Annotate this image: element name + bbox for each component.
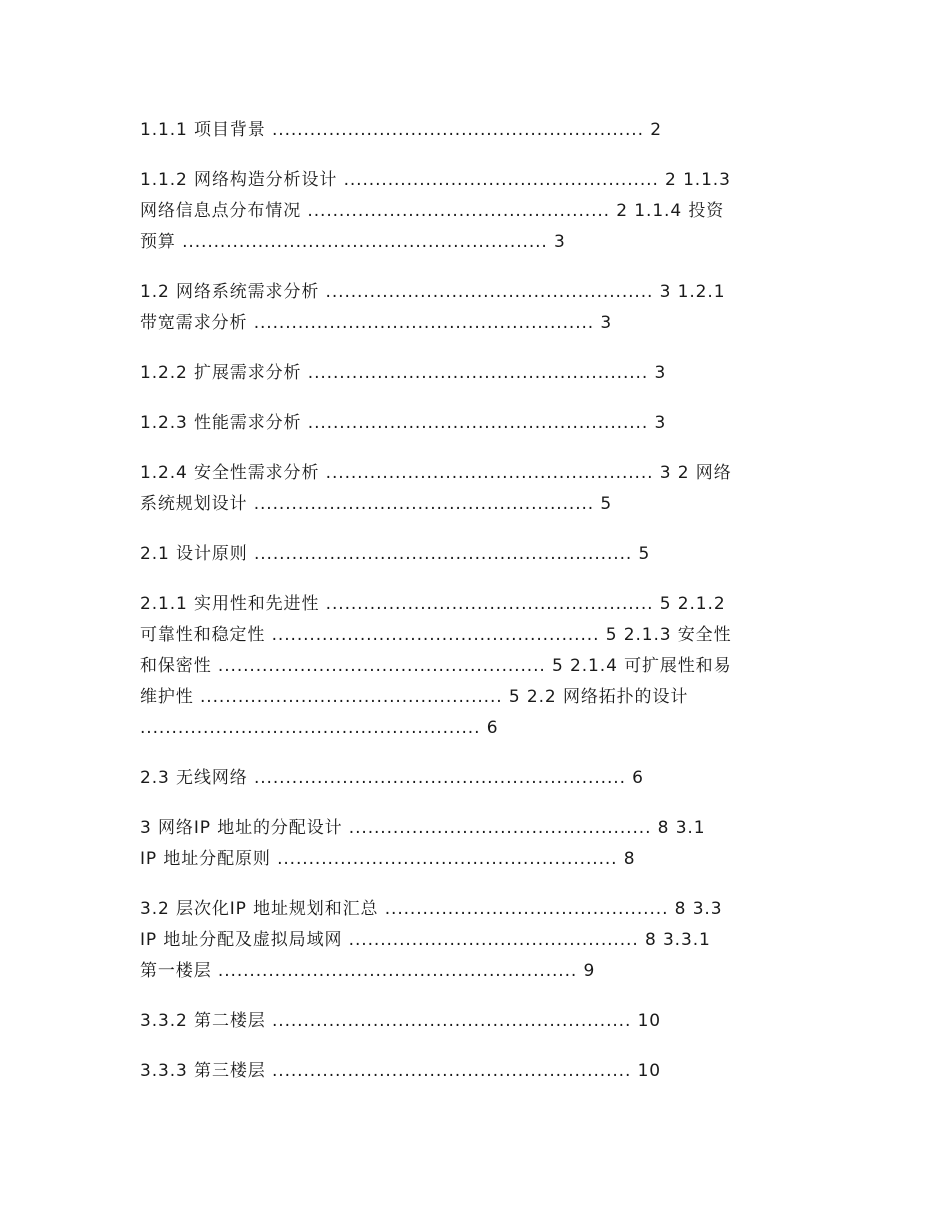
toc-entry[interactable] xyxy=(140,539,810,570)
toc-line: IP 地址分配原则 ...................................................... 8 xyxy=(140,849,636,869)
toc-line: 维护性 ................................................ 5 2.2 网络拓扑的设计 xyxy=(140,687,689,707)
toc-entry[interactable] xyxy=(140,115,810,146)
toc-entry[interactable] xyxy=(140,358,810,389)
toc-line: 系统规划设计 ...................................................... 5 xyxy=(140,494,613,514)
toc-line: ...................................................... 6 xyxy=(140,718,499,738)
toc-line: 可靠性和稳定性 .................................................... 5 2.1.3 安全性 xyxy=(140,625,732,645)
toc-line: 2.1.1 实用性和先进性 .................................................... 5 2.1.2 xyxy=(140,594,726,614)
toc-entry[interactable] xyxy=(140,458,810,520)
toc-entry[interactable] xyxy=(140,589,810,744)
toc-entry[interactable] xyxy=(140,1006,810,1037)
toc-line: 1.1.2 网络构造分析设计 .................................................. 2 1.1.3 xyxy=(140,170,731,190)
toc-line: 3 网络IP 地址的分配设计 ................................................ 8 3.1 xyxy=(140,818,706,838)
toc-entry[interactable] xyxy=(140,165,810,258)
toc-line: 2.3 无线网络 ........................................................... 6 xyxy=(140,768,644,788)
toc-entry[interactable] xyxy=(140,813,810,875)
toc-line: 1.1.1 项目背景 ........................................................... 2 xyxy=(140,120,662,140)
toc-entry[interactable] xyxy=(140,763,810,794)
toc-entry[interactable] xyxy=(140,277,810,339)
table-of-contents xyxy=(140,115,810,1106)
toc-entry[interactable] xyxy=(140,894,810,987)
toc-line: 3.2 层次化IP 地址规划和汇总 ............................................. 8 3.3 xyxy=(140,899,723,919)
toc-line: 预算 .......................................................... 3 xyxy=(140,232,566,252)
toc-line: 网络信息点分布情况 ................................................ 2 1.1.4 投资 xyxy=(140,201,725,221)
toc-line: 3.3.2 第二楼层 ......................................................... 10 xyxy=(140,1011,662,1031)
toc-line: 1.2.3 性能需求分析 ...................................................... 3 xyxy=(140,413,667,433)
toc-line: 3.3.3 第三楼层 ......................................................... 10 xyxy=(140,1061,662,1081)
toc-entry[interactable] xyxy=(140,1056,810,1087)
toc-line: 带宽需求分析 ...................................................... 3 xyxy=(140,313,613,333)
toc-line: 1.2.2 扩展需求分析 ...................................................... 3 xyxy=(140,363,667,383)
toc-line: IP 地址分配及虚拟局域网 .............................................. 8 3.3.1 xyxy=(140,930,711,950)
toc-entry[interactable] xyxy=(140,408,810,439)
toc-line: 1.2.4 安全性需求分析 .................................................... 3 2 网络 xyxy=(140,463,732,483)
toc-line: 2.1 设计原则 ............................................................ 5 xyxy=(140,544,651,564)
toc-line: 1.2 网络系统需求分析 .................................................... 3 1.2.1 xyxy=(140,282,726,302)
toc-line: 和保密性 .................................................... 5 2.1.4 可扩展性和易 xyxy=(140,656,732,676)
toc-line: 第一楼层 ......................................................... 9 xyxy=(140,961,596,981)
